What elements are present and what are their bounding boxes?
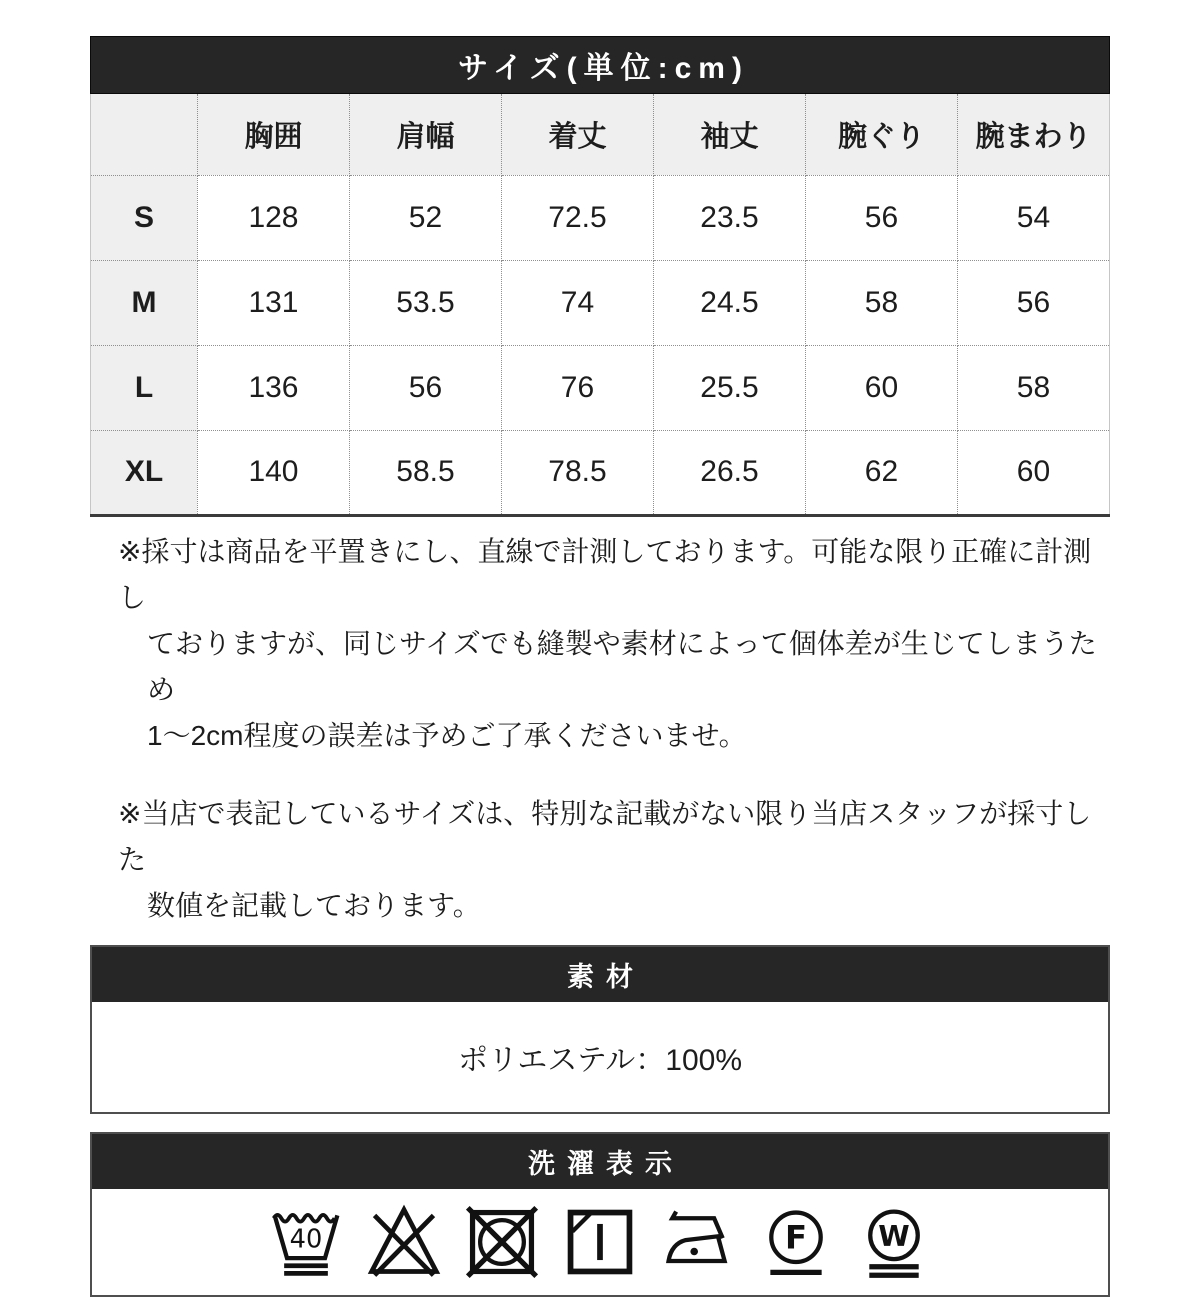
table-cell: 52: [349, 175, 501, 260]
svg-text:F: F: [784, 1218, 808, 1257]
size-section-title: サイズ(単位:cm): [458, 52, 749, 85]
table-cell: 60: [805, 345, 957, 430]
column-header-arm-circumference: 腕まわり: [957, 94, 1109, 175]
table-row: [91, 345, 1110, 430]
table-row: [91, 430, 1110, 515]
column-header-chest: 胸囲: [197, 94, 349, 175]
column-header-sleeve: 袖丈: [653, 94, 805, 175]
laundry-section-title: 洗濯表示: [528, 1148, 684, 1179]
wash-tub-40-icon: [268, 1204, 344, 1280]
table-cell: 56: [349, 345, 501, 430]
corner-cell: [91, 94, 198, 175]
table-cell: 58: [805, 260, 957, 345]
size-label: M: [91, 260, 198, 345]
svg-text:W: W: [878, 1219, 910, 1253]
table-cell: 78.5: [501, 430, 653, 515]
column-header-armhole: 腕ぐり: [805, 94, 957, 175]
table-cell: 76: [501, 345, 653, 430]
table-cell: 56: [805, 175, 957, 260]
size-section-header: [90, 36, 1110, 94]
table-cell: 60: [957, 430, 1109, 515]
table-cell: 54: [957, 175, 1109, 260]
table-cell: 136: [197, 345, 349, 430]
material-value: ポリエステル：100%: [457, 1043, 743, 1077]
column-header-length: 着丈: [501, 94, 653, 175]
note-marker: ※: [118, 535, 142, 567]
product-spec-panel: [90, 0, 1110, 1297]
column-header-shoulder: 肩幅: [349, 94, 501, 175]
measurement-note: [118, 529, 1110, 759]
table-header-row: [91, 94, 1110, 175]
table-cell: 74: [501, 260, 653, 345]
note-text-line: 数値を記載しております。: [147, 889, 481, 921]
table-cell: 140: [197, 430, 349, 515]
table-cell: 131: [197, 260, 349, 345]
size-label: S: [91, 175, 198, 260]
iron-one-dot-icon: [660, 1204, 736, 1280]
table-cell: 62: [805, 430, 957, 515]
no-bleach-icon: [366, 1204, 442, 1280]
table-row: [91, 175, 1110, 260]
wet-clean-w-icon: [856, 1204, 932, 1280]
svg-text:40: 40: [289, 1224, 323, 1255]
table-cell: 58.5: [349, 430, 501, 515]
note-text-line: 1〜2cm程度の誤差は予めご了承くださいませ。: [147, 719, 747, 751]
note-text-line: 当店で表記しているサイズは、特別な記載がない限り当店スタッフが採寸した: [118, 797, 1092, 875]
size-label: L: [91, 345, 198, 430]
table-cell: 128: [197, 175, 349, 260]
size-table: [90, 94, 1110, 517]
line-dry-shade-icon: [562, 1204, 638, 1280]
dry-clean-f-icon: [758, 1204, 834, 1280]
table-cell: 56: [957, 260, 1109, 345]
table-cell: 58: [957, 345, 1109, 430]
care-icons-row: [92, 1189, 1108, 1295]
note-text-line: ておりますが、同じサイズでも縫製や素材によって個体差が生じてしまうため: [147, 627, 1097, 705]
size-notes: [118, 529, 1110, 929]
laundry-section: [90, 1132, 1110, 1297]
table-cell: 26.5: [653, 430, 805, 515]
table-cell: 53.5: [349, 260, 501, 345]
no-tumble-dry-icon: [464, 1204, 540, 1280]
note-marker: ※: [118, 797, 142, 829]
note-text-line: 採寸は商品を平置きにし、直線で計測しております。可能な限り正確に計測し: [118, 535, 1092, 613]
table-cell: 25.5: [653, 345, 805, 430]
table-cell: 23.5: [653, 175, 805, 260]
laundry-section-header: [92, 1134, 1108, 1189]
table-row: [91, 260, 1110, 345]
staff-measured-note: [118, 791, 1110, 929]
material-section-header: [92, 947, 1108, 1002]
material-section: [90, 945, 1110, 1114]
size-label: XL: [91, 430, 198, 515]
table-cell: 24.5: [653, 260, 805, 345]
table-cell: 72.5: [501, 175, 653, 260]
material-section-title: 素材: [567, 961, 645, 992]
